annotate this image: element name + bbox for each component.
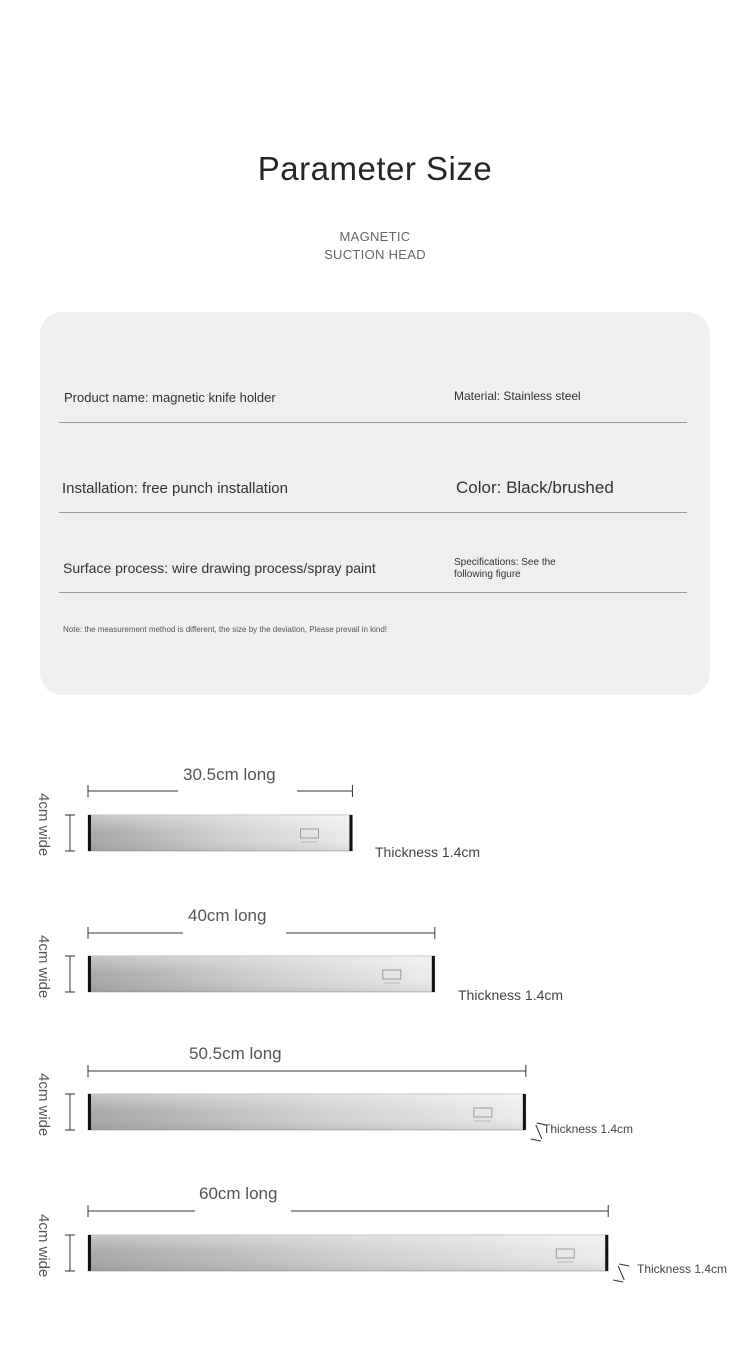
specifications-line-1: Specifications: See the <box>454 557 556 568</box>
page-title: Parameter Size <box>257 150 493 187</box>
bar-end-cap <box>349 815 352 851</box>
thickness-dimension-line <box>536 1125 542 1139</box>
surface-process: Surface process: wire drawing process/spray paint <box>63 560 376 576</box>
width-label: 4cm wide <box>35 1073 52 1137</box>
thickness-label: Thickness 1.4cm <box>543 1122 634 1136</box>
thickness-label: Thickness 1.4cm <box>637 1262 728 1276</box>
width-label: 4cm wide <box>35 793 52 857</box>
width-label: 4cm wide <box>35 1214 52 1278</box>
bar-end-cap <box>432 956 435 992</box>
length-label: 60cm long <box>199 1184 278 1203</box>
subtitle-line-2: SUCTION HEAD <box>324 247 426 262</box>
thickness-label: Thickness 1.4cm <box>458 987 564 1003</box>
bar-end-cap <box>88 815 91 851</box>
material: Material: Stainless steel <box>454 389 581 403</box>
dimension-tick <box>613 1280 623 1282</box>
bar-sheen <box>88 1094 526 1130</box>
measurement-note: Note: the measurement method is different, the size by the deviation, Please prevail in kind! <box>63 625 388 634</box>
width-label: 4cm wide <box>35 935 52 999</box>
length-label: 50.5cm long <box>189 1044 282 1063</box>
dimension-tick <box>531 1139 541 1141</box>
dimension-tick <box>619 1264 629 1266</box>
bar-end-cap <box>88 1235 91 1271</box>
bar-sheen <box>88 1235 608 1271</box>
length-label: 30.5cm long <box>183 765 276 784</box>
bar-end-cap <box>605 1235 608 1271</box>
installation: Installation: free punch installation <box>62 480 288 497</box>
product-name: Product name: magnetic knife holder <box>64 390 276 405</box>
subtitle-line-1: MAGNETIC <box>339 229 411 244</box>
bar-end-cap <box>523 1094 526 1130</box>
thickness-label: Thickness 1.4cm <box>375 844 481 860</box>
bar-sheen <box>88 815 352 851</box>
bar-end-cap <box>88 1094 91 1130</box>
length-label: 40cm long <box>188 906 267 925</box>
bar-end-cap <box>88 956 91 992</box>
thickness-dimension-line <box>618 1266 624 1280</box>
specifications-line-2: following figure <box>454 569 521 580</box>
color: Color: Black/brushed <box>456 478 614 497</box>
